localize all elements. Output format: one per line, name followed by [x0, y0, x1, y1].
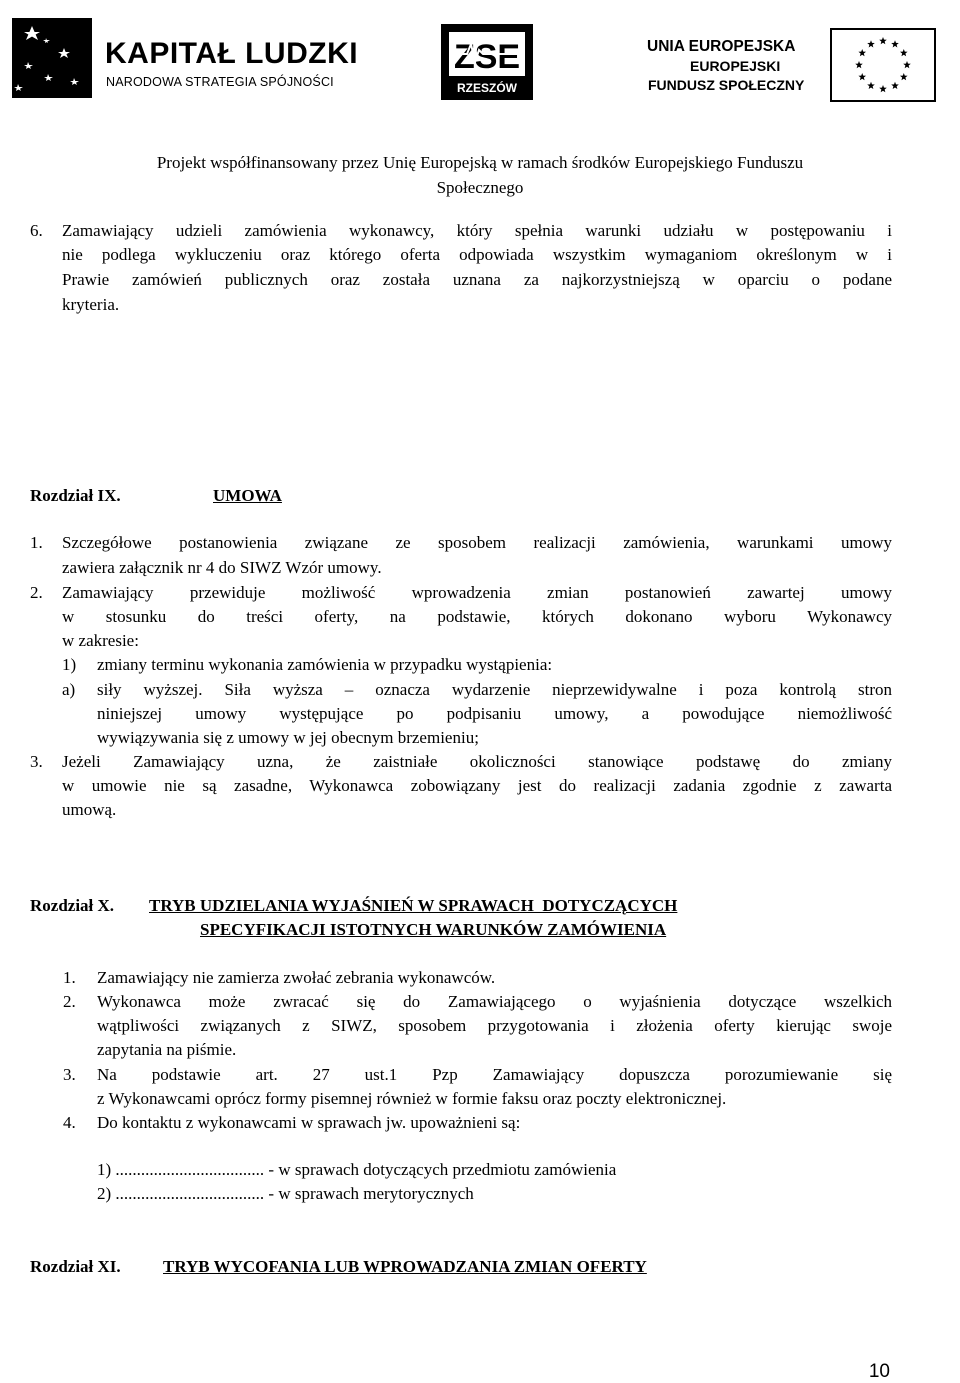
section10-item2-number: 2. — [63, 992, 76, 1011]
section9-item1-line: Szczegółowe postanowienia związane ze sposobem realizacji zamówienia, warunkami umowy — [62, 533, 892, 552]
svg-text:ZSE: ZSE — [453, 38, 521, 76]
para6-line: Prawie zamówień publicznych oraz została uznana za najkorzystniejszą w oparciu o podane — [62, 270, 892, 289]
kapital-ludzki-logo-icon — [12, 18, 92, 98]
project-banner-line2: Społecznego — [436, 178, 524, 197]
project-banner-line1: Projekt współfinansowany przez Unię Europejską w ramach środków Europejskiego Funduszu — [156, 153, 804, 172]
para6-line: nie podlega wykluczeniu oraz którego oferta odpowiada wszystkim wymaganiom określonym w i — [62, 245, 892, 264]
section10-item1-number: 1. — [63, 968, 76, 987]
section9-suba-number: a) — [62, 680, 76, 699]
section9-item2-line: w zakresie: — [62, 631, 139, 650]
section10-item3-line: Na podstawie art. 27 ust.1 Pzp Zamawiający dopuszcza porozumiewanie się — [97, 1065, 892, 1084]
section10-label: Rozdział X. — [30, 896, 115, 915]
section10-item1-text: Zamawiający nie zamierza zwołać zebrania wykonawców. — [97, 968, 496, 987]
section9-sub1-text: zmiany terminu wykonania zamówienia w przypadku wystąpienia: — [97, 655, 553, 674]
page-number: 10 — [868, 1361, 890, 1382]
section10-title-line1: TRYB UDZIELANIA WYJAŚNIEŃ W SPRAWACH DOTYCZĄCYCH — [149, 896, 678, 915]
section10-title-line2: SPECYFIKACJI ISTOTNYCH WARUNKÓW ZAMÓWIENIA — [200, 920, 667, 939]
section10-contact2: 2) ................................... - w sprawach merytorycznych — [97, 1184, 474, 1203]
eu-subtitle-1: EUROPEJSKI — [690, 58, 781, 74]
zse-label: RZESZÓW — [457, 81, 517, 95]
section9-item1-number: 1. — [30, 533, 43, 552]
section9-item3-number: 3. — [30, 752, 43, 771]
section9-item2-number: 2. — [30, 583, 43, 602]
section10-item4-text: Do kontaktu z wykonawcami w sprawach jw. upoważnieni są: — [97, 1113, 521, 1132]
kapital-ludzki-subtitle: NARODOWA STRATEGIA SPÓJNOŚCI — [106, 75, 334, 89]
eu-title: UNIA EUROPEJSKA — [647, 38, 796, 55]
section10-item2-line: Wykonawca może zwracać się do Zamawiającego o wyjaśnienia dotyczące wszelkich — [97, 992, 892, 1011]
kapital-ludzki-title: KAPITAŁ LUDZKI — [105, 37, 359, 70]
eu-flag-icon — [830, 28, 936, 102]
section9-item3-line: umową. — [62, 800, 117, 819]
para6-line: kryteria. — [62, 295, 120, 314]
section9-item2-line: Zamawiający przewiduje możliwość wprowadzenia zmian postanowień zawartej umowy — [62, 583, 892, 602]
section9-item3-line: Jeżeli Zamawiający uzna, że zaistniałe okoliczności stanowiące podstawę do zmiany — [62, 752, 892, 771]
section10-item3-line: z Wykonawcami oprócz formy pisemnej również w formie faksu oraz poczty elektronicznej. — [97, 1089, 727, 1108]
section11-label: Rozdział XI. — [30, 1257, 121, 1276]
section10-item3-number: 3. — [63, 1065, 76, 1084]
eu-subtitle-2: FUNDUSZ SPOŁECZNY — [648, 77, 805, 93]
section9-suba-line: niniejszej umowy występujące po podpisaniu umowy, a powodujące niemożliwość — [97, 704, 892, 723]
section9-item3-line: w umowie nie są zasadne, Wykonawca zobowiązany jest do realizacji zadania zgodnie z zawarta — [62, 776, 892, 795]
section9-item1-line: zawiera załącznik nr 4 do SIWZ Wzór umowy. — [62, 558, 382, 577]
para6-number: 6. — [30, 221, 43, 240]
section9-suba-line: wywiązywania się z umowy w jej obecnym brzemieniu; — [97, 728, 479, 747]
para6-line: Zamawiający udzieli zamówienia wykonawcy, który spełnia warunki udziału w postępowaniu i — [62, 221, 892, 240]
section10-item2-line: wątpliwości związanych z SIWZ, sposobem przygotowania i złożenia oferty kierując swoje — [97, 1016, 892, 1035]
zse-rzeszow-logo — [441, 24, 533, 100]
section9-label: Rozdział IX. — [30, 486, 121, 505]
section9-item2-line: w stosunku do treści oferty, na podstawie, których dokonano wyboru Wykonawcy — [62, 607, 892, 626]
section10-contact1: 1) ................................... - w sprawach dotyczących przedmiotu zamówienia — [97, 1160, 617, 1179]
section9-title: UMOWA — [213, 486, 282, 505]
section10-item2-line: zapytania na piśmie. — [97, 1040, 237, 1059]
section9-sub1-number: 1) — [62, 655, 77, 674]
section10-item4-number: 4. — [63, 1113, 76, 1132]
section9-suba-line: siły wyższej. Siła wyższa – oznacza wydarzenie nieprzewidywalne i poza kontrolą stron — [97, 680, 892, 699]
section11-title: TRYB WYCOFANIA LUB WPROWADZANIA ZMIAN OFERTY — [163, 1257, 647, 1276]
